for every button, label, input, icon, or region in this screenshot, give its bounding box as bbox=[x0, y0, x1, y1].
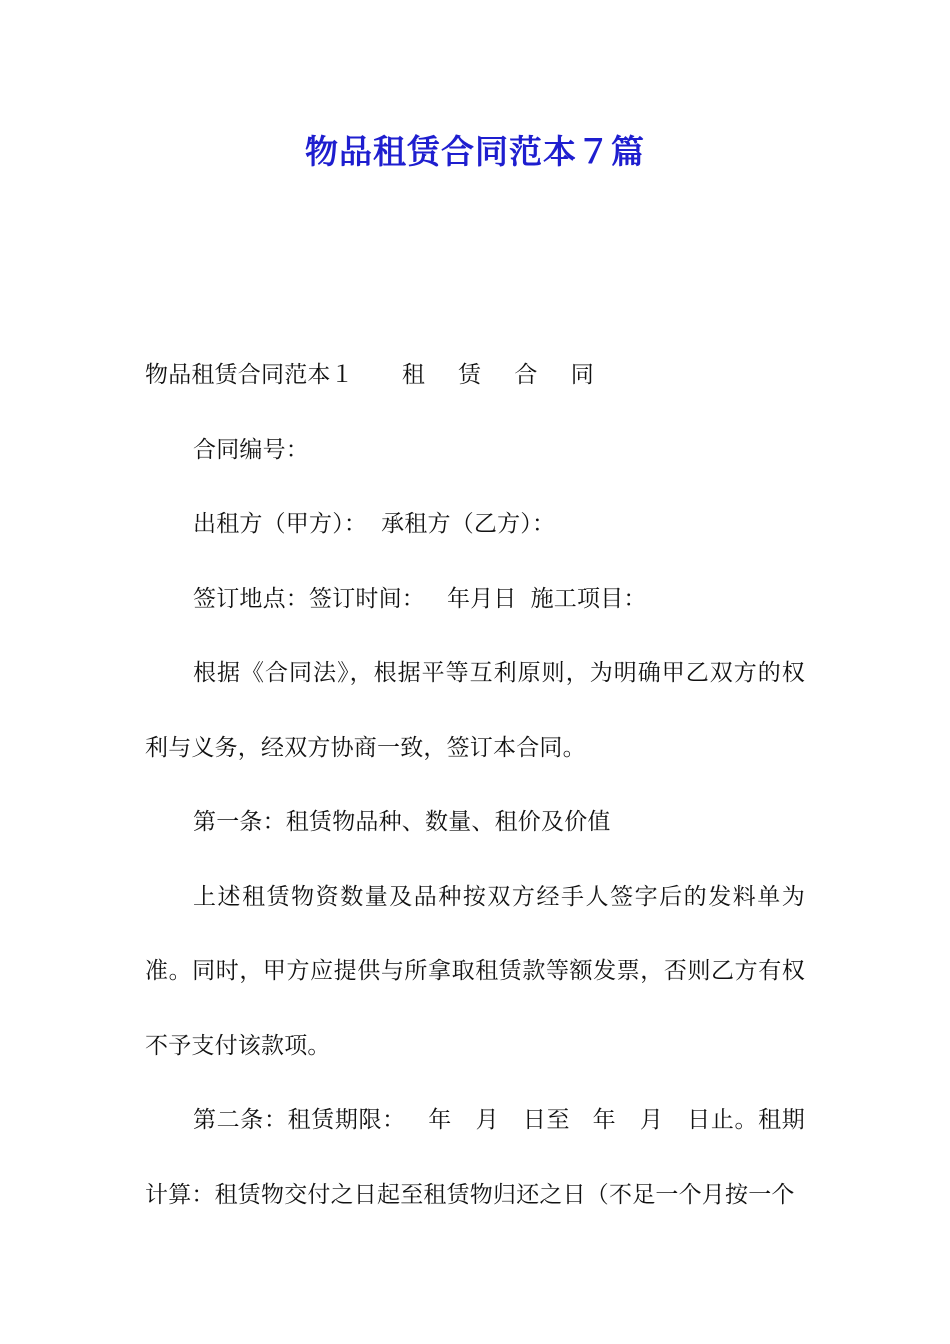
sign-date-label: 年月日 bbox=[447, 585, 517, 612]
basis-paragraph: 根据《合同法》，根据平等互利原则，为明确甲乙双方的权利与义务，经双方协商一致，签订本合同。 bbox=[145, 660, 805, 761]
section-heading: 物品租赁合同范本１ bbox=[145, 362, 354, 388]
sign-place-label: 签订地点：签订时间： bbox=[193, 585, 425, 612]
section-heading-line bbox=[145, 338, 805, 413]
document-body bbox=[145, 338, 805, 1232]
document-title: 物品租赁合同范本７篇 bbox=[305, 132, 645, 171]
contract-number-label: 合同编号： bbox=[193, 436, 309, 463]
signing-line bbox=[145, 562, 805, 637]
lessor-label: 出租方（甲方）： bbox=[193, 511, 368, 537]
article2-label: 第二条：租赁期限： bbox=[193, 1107, 406, 1133]
article1-heading: 第一条：租赁物品种、数量、租价及价值 bbox=[193, 809, 611, 835]
contract-heading: 租 赁 合 同 bbox=[401, 362, 607, 388]
article2-to: 年 月 日止。租期计算：租赁物交付之日起至租赁物归还之日（不足一个月按一个 bbox=[145, 1107, 805, 1208]
article2-from: 年 月 日至 bbox=[427, 1107, 571, 1133]
parties-line bbox=[145, 487, 805, 562]
article2-paragraph bbox=[145, 1083, 805, 1232]
lessee-label: 承租方（乙方）： bbox=[381, 511, 556, 537]
contract-number-line bbox=[145, 413, 805, 488]
project-label: 施工项目： bbox=[530, 585, 647, 612]
article1-body: 上述租赁物资数量及品种按双方经手人签字后的发料单为准。同时，甲方应提供与所拿取租赁款等额发票，否则乙方有权不予支付该款项。 bbox=[145, 883, 805, 1059]
